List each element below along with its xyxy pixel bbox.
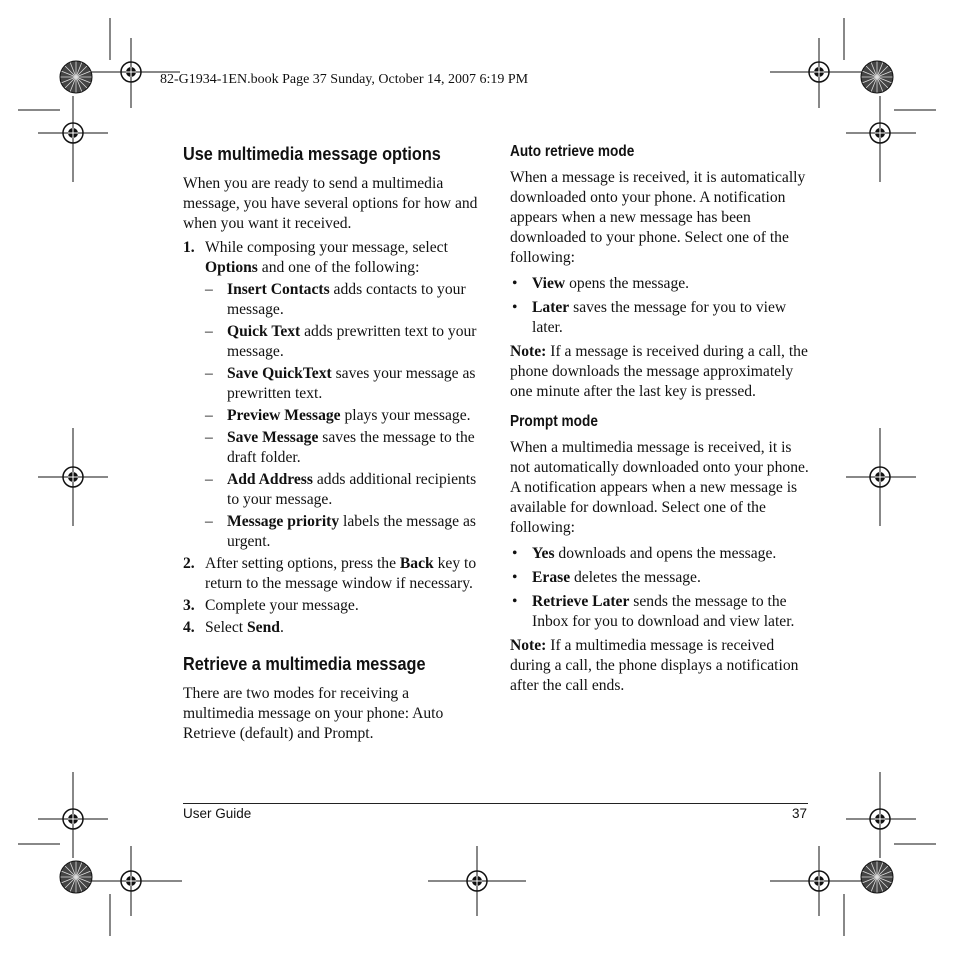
bullet-marker: • xyxy=(512,299,518,316)
dash-marker: – xyxy=(205,429,213,446)
prompt-note xyxy=(510,636,810,696)
option-desc: adds contacts to your message. xyxy=(227,281,466,318)
step-3 xyxy=(183,596,483,616)
step-number: 4. xyxy=(183,619,195,636)
prompt-intro: When a multimedia message is received, it is not automatically downloaded onto your phone. A notification appears when a new message is available for download. Select one of the following: xyxy=(510,439,809,536)
option-name: Message priority xyxy=(227,513,340,530)
option-desc: adds prewritten text to your message. xyxy=(227,323,477,360)
step-text: and one of the following: xyxy=(257,259,420,276)
right-column xyxy=(510,142,810,700)
step-number: 3. xyxy=(183,597,195,614)
option-item xyxy=(183,406,483,426)
option-item xyxy=(183,280,483,320)
step-number: 2. xyxy=(183,555,195,572)
option-name: Save Message xyxy=(227,429,319,446)
step-bold: Back xyxy=(399,555,434,572)
section-title-retrieve: Retrieve a multimedia message xyxy=(183,653,426,674)
step-4 xyxy=(183,618,483,638)
prompt-bullet xyxy=(510,544,810,564)
note-text: If a multimedia message is received during a call, the phone displays a notification after the call ends. xyxy=(510,637,799,694)
dash-marker: – xyxy=(205,365,213,382)
bullet-marker: • xyxy=(512,545,518,562)
option-item xyxy=(183,364,483,404)
auto-bullet xyxy=(510,298,810,338)
subsection-title-prompt: Prompt mode xyxy=(510,413,598,430)
footer-title: User Guide xyxy=(183,806,252,821)
auto-note xyxy=(510,342,810,402)
bullet-name: Yes xyxy=(532,545,555,562)
option-item xyxy=(183,470,483,510)
step-bold: Options xyxy=(205,259,258,276)
step-text: After setting options, press the xyxy=(205,555,400,572)
option-name: Preview Message xyxy=(227,407,341,424)
auto-intro: When a message is received, it is automatically downloaded onto your phone. A notification appears when a new message has been downloaded to your phone. Select one of the following: xyxy=(510,169,806,266)
bullet-name: Later xyxy=(532,299,570,316)
bullet-desc: sends the message to the Inbox for you to download and view later. xyxy=(532,593,795,630)
dash-marker: – xyxy=(205,471,213,488)
bullet-marker: • xyxy=(512,593,518,610)
option-desc: saves the message to the draft folder. xyxy=(227,429,475,466)
option-desc: saves your message as prewritten text. xyxy=(227,365,476,402)
bullet-name: View xyxy=(532,275,566,292)
print-info-header: 82-G1934-1EN.book Page 37 Sunday, October 14, 2007 6:19 PM xyxy=(160,72,529,87)
step-bold: Send xyxy=(247,619,280,636)
step-2 xyxy=(183,554,483,594)
option-item xyxy=(183,322,483,362)
footer-rule xyxy=(183,803,808,804)
option-name: Add Address xyxy=(227,471,313,488)
note-label: Note: xyxy=(510,343,547,360)
left-column xyxy=(183,142,483,748)
dash-marker: – xyxy=(205,513,213,530)
dash-marker: – xyxy=(205,281,213,298)
step-text: Select xyxy=(205,619,247,636)
bullet-desc: deletes the message. xyxy=(570,569,701,586)
option-item xyxy=(183,512,483,552)
bullet-desc: saves the message for you to view later. xyxy=(532,299,787,336)
bullet-name: Retrieve Later xyxy=(532,593,630,610)
options-intro: When you are ready to send a multimedia message, you have several options for how and when you want it received. xyxy=(183,175,478,232)
bullet-marker: • xyxy=(512,275,518,292)
section-title-options: Use multimedia message options xyxy=(183,143,441,164)
option-name: Save QuickText xyxy=(227,365,332,382)
option-desc: labels the message as urgent. xyxy=(227,513,476,550)
bullet-desc: opens the message. xyxy=(565,275,690,292)
step-text: key to return to the message window if necessary. xyxy=(205,555,477,592)
option-item xyxy=(183,428,483,468)
step-number: 1. xyxy=(183,239,195,256)
step-text: . xyxy=(279,619,284,636)
prompt-bullet xyxy=(510,568,810,588)
retrieve-intro: There are two modes for receiving a multimedia message on your phone: Auto Retrieve (default) and Prompt. xyxy=(183,685,444,742)
bullet-desc: downloads and opens the message. xyxy=(554,545,777,562)
prompt-bullet xyxy=(510,592,810,632)
bullet-name: Erase xyxy=(532,569,571,586)
option-desc: plays your message. xyxy=(340,407,471,424)
note-text: If a message is received during a call, the phone downloads the message approximately one minute after the last key is pressed. xyxy=(510,343,808,400)
step-1 xyxy=(183,238,483,278)
note-label: Note: xyxy=(510,637,547,654)
subsection-title-auto: Auto retrieve mode xyxy=(510,143,635,160)
dash-marker: – xyxy=(205,407,213,424)
dash-marker: – xyxy=(205,323,213,340)
bullet-marker: • xyxy=(512,569,518,586)
step-text: Complete your message. xyxy=(205,597,359,614)
option-name: Quick Text xyxy=(227,323,301,340)
auto-bullet xyxy=(510,274,810,294)
option-name: Insert Contacts xyxy=(227,281,330,298)
option-desc: adds additional recipients to your message. xyxy=(227,471,477,508)
step-text: While composing your message, select xyxy=(205,239,448,256)
page-number: 37 xyxy=(792,806,808,821)
